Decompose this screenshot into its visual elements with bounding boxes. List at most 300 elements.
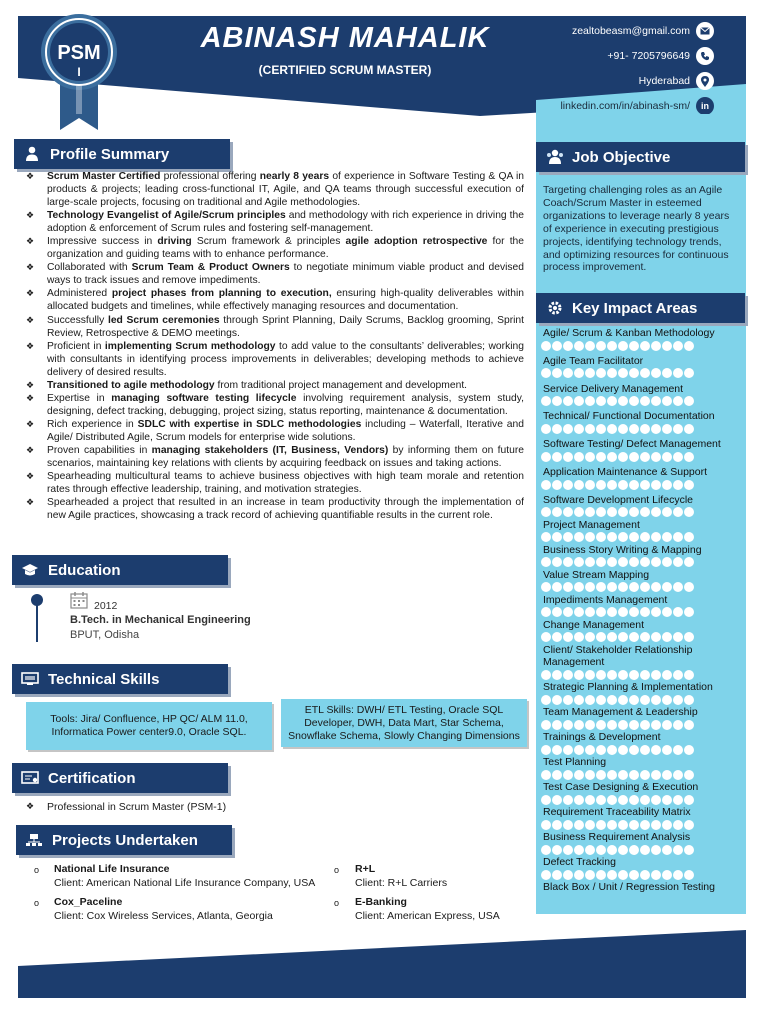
separator-dot <box>629 695 639 705</box>
separator-dot <box>563 507 573 517</box>
separator-dot <box>541 557 551 567</box>
email-text: zealtobeasm@gmail.com <box>571 25 690 37</box>
separator-dot <box>607 745 617 755</box>
separator-dot <box>629 557 639 567</box>
separator-dot <box>596 720 606 730</box>
separator-dot <box>629 532 639 542</box>
separator-dot <box>640 557 650 567</box>
separator-dot <box>552 670 562 680</box>
separator-dot <box>574 820 584 830</box>
separator-dot <box>574 607 584 617</box>
separator-dot <box>629 745 639 755</box>
separator-dot <box>684 632 694 642</box>
separator-dot <box>673 607 683 617</box>
separator-dot <box>552 396 562 406</box>
separator-dot <box>574 720 584 730</box>
separator-dot <box>618 480 628 490</box>
separator-dot <box>552 341 562 351</box>
separator-dot <box>596 632 606 642</box>
separator-dot <box>640 532 650 542</box>
separator-dot <box>651 795 661 805</box>
separator-dot <box>585 480 595 490</box>
diamond-bullet-icon: ❖ <box>26 171 35 181</box>
svg-text:PSM: PSM <box>57 42 101 64</box>
separator-dot <box>684 368 694 378</box>
dot-separator <box>541 452 694 462</box>
separator-dot <box>662 396 672 406</box>
separator-dot <box>563 396 573 406</box>
education-degree: B.Tech. in Mechanical Engineering <box>70 614 251 626</box>
profile-text: involving requirement analysis, system study, designing, defect tracking, debugging, project sizing, status reporting, maintenance & documentation. <box>47 392 524 417</box>
separator-dot <box>607 582 617 592</box>
separator-dot <box>651 845 661 855</box>
separator-dot <box>640 507 650 517</box>
separator-dot <box>684 770 694 780</box>
profile-summary-list <box>26 170 524 522</box>
separator-dot <box>596 424 606 434</box>
separator-dot <box>662 507 672 517</box>
dot-separator <box>541 720 694 730</box>
separator-dot <box>607 396 617 406</box>
separator-dot <box>673 480 683 490</box>
separator-dot <box>684 507 694 517</box>
separator-dot <box>563 695 573 705</box>
etl-line-2: Developer, DWH, Data Mart, Star Schema, <box>304 716 504 729</box>
separator-dot <box>651 720 661 730</box>
calendar-icon <box>70 591 88 614</box>
diamond-bullet-icon: ❖ <box>26 314 35 325</box>
diamond-bullet-icon: ❖ <box>26 379 35 390</box>
impact-area-item: Client/ Stakeholder Relationship Management <box>543 643 693 669</box>
separator-dot <box>585 820 595 830</box>
separator-dot <box>673 582 683 592</box>
separator-dot <box>640 582 650 592</box>
impact-area-item: Project Management <box>543 518 640 531</box>
separator-dot <box>629 368 639 378</box>
dot-separator <box>541 770 694 780</box>
separator-dot <box>618 670 628 680</box>
separator-dot <box>640 670 650 680</box>
impact-area-item: Agile Team Facilitator <box>543 354 644 367</box>
separator-dot <box>618 770 628 780</box>
separator-dot <box>596 845 606 855</box>
separator-dot <box>552 820 562 830</box>
separator-dot <box>618 607 628 617</box>
separator-dot <box>640 695 650 705</box>
separator-dot <box>662 745 672 755</box>
impact-area-item: Business Story Writing & Mapping <box>543 543 702 556</box>
separator-dot <box>585 745 595 755</box>
certificate-icon <box>20 768 40 788</box>
separator-dot <box>552 532 562 542</box>
separator-dot <box>662 695 672 705</box>
separator-dot <box>596 507 606 517</box>
separator-dot <box>673 396 683 406</box>
separator-dot <box>662 845 672 855</box>
separator-dot <box>651 582 661 592</box>
separator-dot <box>585 720 595 730</box>
separator-dot <box>651 607 661 617</box>
certification-heading <box>12 763 228 793</box>
separator-dot <box>640 745 650 755</box>
diamond-bullet-icon: ❖ <box>26 340 35 351</box>
profile-text: including – Waterfall, Iterative and Agile/ Distributed Agile, Scrum models for enterprise wide solutions. <box>47 418 524 443</box>
dot-separator <box>541 582 694 592</box>
separator-dot <box>585 770 595 780</box>
separator-dot <box>684 396 694 406</box>
separator-dot <box>662 557 672 567</box>
impact-area-item: Trainings & Development <box>543 731 661 744</box>
separator-dot <box>618 845 628 855</box>
separator-dot <box>541 845 551 855</box>
separator-dot <box>585 557 595 567</box>
separator-dot <box>596 557 606 567</box>
separator-dot <box>574 870 584 880</box>
separator-dot <box>640 480 650 490</box>
technical-skills-heading <box>12 664 228 694</box>
separator-dot <box>607 720 617 730</box>
separator-dot <box>541 507 551 517</box>
separator-dot <box>618 795 628 805</box>
separator-dot <box>629 607 639 617</box>
key-impact-title: Key Impact Areas <box>572 299 698 317</box>
separator-dot <box>673 368 683 378</box>
impact-area-item: Service Delivery Management <box>543 382 684 395</box>
separator-dot <box>552 582 562 592</box>
separator-dot <box>684 745 694 755</box>
etl-line-3: Snowflake Schema, Slowly Changing Dimensions <box>288 729 520 742</box>
separator-dot <box>585 532 595 542</box>
separator-dot <box>552 770 562 780</box>
job-objective-heading <box>536 142 745 172</box>
profile-highlight: implementing Scrum methodology <box>104 340 276 352</box>
separator-dot <box>629 341 639 351</box>
separator-dot <box>651 670 661 680</box>
phone-text: +91- 7205796649 <box>607 50 690 62</box>
separator-dot <box>673 632 683 642</box>
separator-dot <box>596 532 606 542</box>
profile-text: ensuring high-quality deliverables within allocated budgets and timelines, while effectively managing resources and documentation. <box>47 288 525 313</box>
separator-dot <box>662 870 672 880</box>
tools-line-2: Informatica Power center9.0, Oracle SQL. <box>51 726 247 738</box>
impact-area-item: Strategic Planning & Implementation <box>543 681 713 694</box>
separator-dot <box>629 452 639 462</box>
project-name: National Life Insurance <box>54 863 170 875</box>
network-icon <box>24 830 44 850</box>
separator-dot <box>596 396 606 406</box>
profile-text: from traditional project management and development. <box>214 379 468 391</box>
separator-dot <box>585 582 595 592</box>
separator-dot <box>618 632 628 642</box>
separator-dot <box>684 424 694 434</box>
dot-separator <box>541 670 694 680</box>
separator-dot <box>640 770 650 780</box>
project-client: Client: American National Life Insurance Company, USA <box>54 877 316 889</box>
profile-highlight: managing software testing lifecycle <box>111 392 297 404</box>
separator-dot <box>541 480 551 490</box>
separator-dot <box>651 452 661 462</box>
separator-dot <box>574 424 584 434</box>
separator-dot <box>563 424 573 434</box>
separator-dot <box>673 670 683 680</box>
separator-dot <box>651 820 661 830</box>
separator-dot <box>673 795 683 805</box>
dot-separator <box>541 424 694 434</box>
separator-dot <box>574 341 584 351</box>
project-name: R+L <box>355 863 376 875</box>
separator-dot <box>574 745 584 755</box>
separator-dot <box>607 607 617 617</box>
key-impact-heading <box>536 293 745 323</box>
dot-separator <box>541 695 694 705</box>
separator-dot <box>596 695 606 705</box>
separator-dot <box>541 396 551 406</box>
psm-badge-logo <box>36 10 122 134</box>
profile-highlight: driving <box>157 236 192 248</box>
separator-dot <box>618 507 628 517</box>
separator-dot <box>541 820 551 830</box>
separator-dot <box>563 670 573 680</box>
profile-text: Successfully <box>47 314 108 326</box>
profile-summary-item <box>26 392 524 418</box>
profile-text: Proficient in <box>47 340 105 352</box>
dot-separator <box>541 607 694 617</box>
separator-dot <box>596 670 606 680</box>
separator-dot <box>673 745 683 755</box>
separator-dot <box>607 452 617 462</box>
diamond-bullet-icon: ❖ <box>26 236 35 247</box>
profile-text: to add value to the consultants’ deliverables; working with consultants in identifying process improvements in deliverables; developing methods to achieve delivery of desired results. <box>47 340 524 378</box>
separator-dot <box>563 745 573 755</box>
separator-dot <box>662 368 672 378</box>
separator-dot <box>684 670 694 680</box>
dot-separator <box>541 507 694 517</box>
separator-dot <box>552 745 562 755</box>
separator-dot <box>640 632 650 642</box>
separator-dot <box>640 396 650 406</box>
separator-dot <box>629 870 639 880</box>
profile-text: Rich experience in <box>47 418 138 430</box>
separator-dot <box>541 720 551 730</box>
profile-text: Collaborated with <box>47 262 132 274</box>
separator-dot <box>607 341 617 351</box>
separator-dot <box>640 795 650 805</box>
separator-dot <box>607 480 617 490</box>
separator-dot <box>684 452 694 462</box>
separator-dot <box>574 632 584 642</box>
separator-dot <box>618 424 628 434</box>
separator-dot <box>574 480 584 490</box>
separator-dot <box>618 532 628 542</box>
dot-separator <box>541 745 694 755</box>
separator-dot <box>662 720 672 730</box>
impact-area-item: Requirement Traceability Matrix <box>543 806 691 819</box>
separator-dot <box>640 424 650 434</box>
separator-dot <box>585 452 595 462</box>
separator-dot <box>596 582 606 592</box>
separator-dot <box>574 396 584 406</box>
candidate-name: ABINASH MAHALIK <box>200 22 490 54</box>
impact-area-item: Black Box / Unit / Regression Testing <box>543 881 715 894</box>
separator-dot <box>618 396 628 406</box>
profile-text: by informing them on future scenarios, maintaining key relations with clients by acquiring feedback on issues and taking actions. <box>47 444 524 470</box>
separator-dot <box>552 507 562 517</box>
separator-dot <box>552 480 562 490</box>
separator-dot <box>651 424 661 434</box>
separator-dot <box>585 632 595 642</box>
profile-summary-item <box>26 340 524 379</box>
separator-dot <box>563 795 573 805</box>
profile-highlight: Scrum Team & Product Owners <box>131 262 290 274</box>
separator-dot <box>640 870 650 880</box>
separator-dot <box>585 795 595 805</box>
separator-dot <box>563 557 573 567</box>
separator-dot <box>662 341 672 351</box>
separator-dot <box>618 745 628 755</box>
separator-dot <box>673 557 683 567</box>
separator-dot <box>662 632 672 642</box>
project-client: Client: American Express, USA <box>355 910 500 922</box>
separator-dot <box>607 845 617 855</box>
dot-separator <box>541 368 694 378</box>
separator-dot <box>585 607 595 617</box>
impact-area-item: Test Case Designing & Execution <box>543 781 699 794</box>
diamond-bullet-icon: ❖ <box>26 497 35 508</box>
separator-dot <box>574 452 584 462</box>
separator-dot <box>563 845 573 855</box>
separator-dot <box>563 632 573 642</box>
education-year: 2012 <box>94 600 118 612</box>
separator-dot <box>629 770 639 780</box>
separator-dot <box>684 532 694 542</box>
separator-dot <box>607 820 617 830</box>
profile-text: professional offering <box>160 171 260 182</box>
separator-dot <box>574 582 584 592</box>
separator-dot <box>662 532 672 542</box>
graduation-cap-icon <box>20 560 40 580</box>
separator-dot <box>662 795 672 805</box>
separator-dot <box>684 795 694 805</box>
profile-highlight: project phases from planning to execution, <box>111 288 332 300</box>
profile-summary-item <box>26 209 524 235</box>
separator-dot <box>684 341 694 351</box>
separator-dot <box>673 845 683 855</box>
impact-area-item: Test Planning <box>543 756 607 769</box>
project-bullet: o <box>334 865 340 875</box>
impact-area-item: Application Maintenance & Support <box>543 466 708 478</box>
tools-skills-box <box>26 702 272 750</box>
separator-dot <box>662 820 672 830</box>
separator-dot <box>574 795 584 805</box>
impact-area-item: Team Management & Leadership <box>543 706 698 719</box>
profile-summary-item <box>26 235 524 261</box>
impact-area-item: Business Requirement Analysis <box>543 831 691 844</box>
tools-line-1: Tools: Jira/ Confluence, HP QC/ ALM 11.0, <box>50 713 248 725</box>
dot-separator <box>541 341 694 351</box>
separator-dot <box>607 557 617 567</box>
separator-dot <box>541 607 551 617</box>
separator-dot <box>662 582 672 592</box>
separator-dot <box>574 670 584 680</box>
diamond-bullet-icon: ❖ <box>26 392 35 403</box>
impact-area-item: Software Development Lifecycle <box>543 493 693 506</box>
dot-separator <box>541 480 694 490</box>
certification-title: Certification <box>48 769 136 787</box>
separator-dot <box>640 368 650 378</box>
separator-dot <box>541 341 551 351</box>
separator-dot <box>684 557 694 567</box>
diamond-bullet-icon: ❖ <box>26 418 35 429</box>
separator-dot <box>640 341 650 351</box>
impact-area-item: Change Management <box>543 618 644 631</box>
impact-area-item: Impediments Management <box>543 593 668 606</box>
separator-dot <box>607 507 617 517</box>
candidate-title: (CERTIFIED SCRUM MASTER) <box>258 63 432 77</box>
separator-dot <box>651 770 661 780</box>
separator-dot <box>673 507 683 517</box>
separator-dot <box>651 532 661 542</box>
separator-dot <box>607 424 617 434</box>
impact-area-item: Value Stream Mapping <box>543 568 650 581</box>
etl-skills-box <box>281 699 527 747</box>
phone-icon <box>696 47 714 65</box>
separator-dot <box>651 632 661 642</box>
separator-dot <box>574 532 584 542</box>
profile-highlight: Transitioned to agile methodology <box>47 379 215 391</box>
separator-dot <box>607 632 617 642</box>
svg-text:I: I <box>77 65 81 79</box>
separator-dot <box>684 870 694 880</box>
location-text: Hyderabad <box>638 75 690 87</box>
separator-dot <box>541 870 551 880</box>
separator-dot <box>596 480 606 490</box>
separator-dot <box>629 424 639 434</box>
project-bullet: o <box>34 898 40 908</box>
separator-dot <box>607 670 617 680</box>
separator-dot <box>541 795 551 805</box>
separator-dot <box>552 695 562 705</box>
impact-area-item: Software Testing/ Defect Management <box>543 438 721 451</box>
separator-dot <box>541 582 551 592</box>
separator-dot <box>618 341 628 351</box>
separator-dot <box>618 720 628 730</box>
separator-dot <box>552 424 562 434</box>
gear-icon <box>546 299 564 317</box>
dot-separator <box>541 396 694 406</box>
separator-dot <box>662 670 672 680</box>
separator-dot <box>563 532 573 542</box>
diamond-bullet-icon: ❖ <box>26 210 35 221</box>
etl-line-1: ETL Skills: DWH/ ETL Testing, Oracle SQL <box>304 703 504 716</box>
separator-dot <box>673 341 683 351</box>
profile-highlight: nearly 8 years <box>259 171 330 182</box>
dot-separator <box>541 845 694 855</box>
separator-dot <box>673 532 683 542</box>
profile-text: Spearheading multicultural teams to achieve business objectives with high team morale and retention rates through effective leadership, training, and motivation strategies. <box>47 471 524 496</box>
separator-dot <box>552 368 562 378</box>
separator-dot <box>541 770 551 780</box>
separator-dot <box>640 720 650 730</box>
separator-dot <box>552 870 562 880</box>
separator-dot <box>629 632 639 642</box>
separator-dot <box>629 480 639 490</box>
separator-dot <box>596 341 606 351</box>
dot-separator <box>541 632 694 642</box>
separator-dot <box>629 795 639 805</box>
separator-dot <box>629 396 639 406</box>
separator-dot <box>684 480 694 490</box>
separator-dot <box>607 770 617 780</box>
